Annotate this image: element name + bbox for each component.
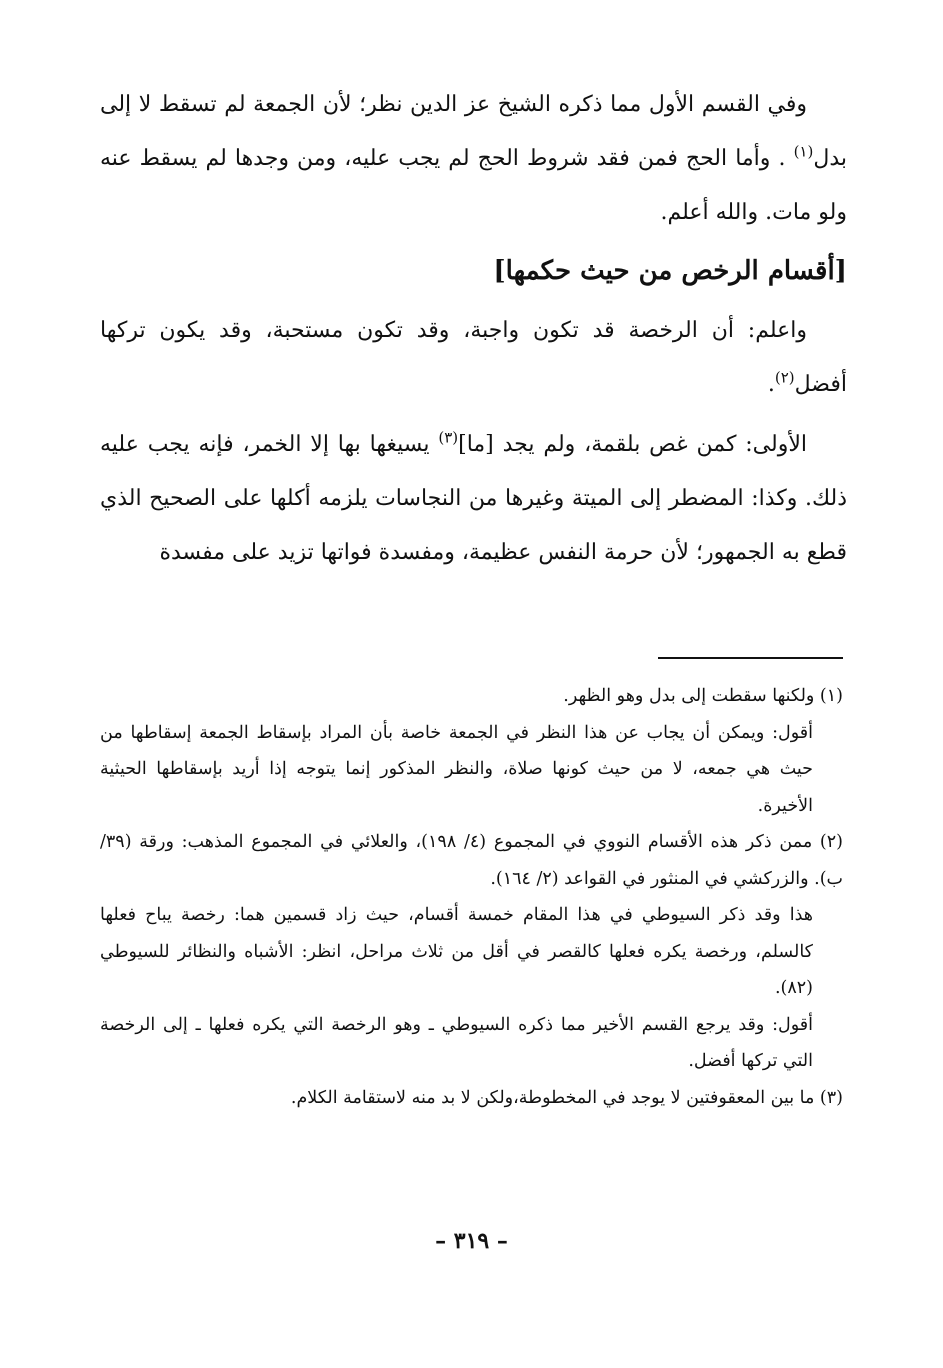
footnote-2: (٢) ممن ذكر هذه الأقسام النووي في المجموع (٤/ ١٩٨)، والعلائي في المجموع المذهب: ورقة (٣٩/ ب). والزركشي في المنثور في القواعد (٢/ ١٦٤).	[100, 832, 843, 889]
paragraph-3	[100, 418, 847, 580]
paragraph-3-text-b: يسيغها بها إلا الخمر، فإنه يجب عليه ذلك. وكذا: المضطر إلى الميتة وغيرها من النجاسات يلزمه أكلها على الصحيح الذي قطع به الجمهور؛ لأن حرمة النفس عظيمة، ومفسدة فواتها تزيد على مفسدة	[100, 432, 847, 565]
paragraph-2-text: واعلم: أن الرخصة قد تكون واجبة، وقد تكون مستحبة، وقد يكون تركها أفضل	[100, 318, 847, 397]
paragraph-2	[100, 304, 847, 412]
footnote-3: (٣) ما بين المعقوفتين لا يوجد في المخطوطة،ولكن لا بد منه لاستقامة الكلام.	[290, 1087, 843, 1108]
main-text	[100, 78, 847, 580]
footnote-ref-1: (١)	[793, 142, 814, 161]
section-heading: [أقسام الرخص من حيث حكمها]	[493, 256, 847, 286]
paragraph-2-end: .	[767, 372, 775, 397]
footnote-ref-3: (٣)	[438, 428, 459, 447]
paragraph-1-continuation: . وأما الحج فمن فقد شروط الحج لم يجب عليه، ومن وجدها لم يسقط عنه ولو مات. والله أعلم.	[100, 146, 847, 225]
paragraph-1	[100, 78, 847, 240]
footnote-separator	[658, 657, 843, 659]
footnote-1: (١) ولكنها سقطت إلى بدل وهو الظهر.	[563, 686, 843, 706]
paragraph-1-text: وفي القسم الأول مما ذكره الشيخ عز الدين نظر؛ لأن الجمعة لم تسقط لا إلى بدل	[100, 92, 847, 171]
footnote-ref-2: (٢)	[774, 368, 795, 387]
footnote-1-note: أقول: ويمكن أن يجاب عن هذا النظر في الجمعة خاصة بأن المراد بإسقاط الجمعة إسقاطها من حيث هي جمعه، لا من حيث كونها صلاة، والنظر المذكور إنما يتوجه إذا أريد بإسقاطها الحيثية الأخيرة.	[100, 722, 813, 816]
footnote-2-note-1: هذا وقد ذكر السيوطي في هذا المقام خمسة أقسام، حيث زاد قسمين هما: رخصة يباح فعلها كالسلم، ورخصة يكره فعلها كالقصر في أقل من ثلاث مراحل، انظر: الأشباه والنظائر للسيوطي (٨٢).	[100, 905, 813, 998]
page-number: – ٣١٩ –	[435, 1228, 508, 1254]
footnote-2-note-2: أقول: وقد يرجع القسم الأخير مما ذكره السيوطي ـ وهو الرخصة التي يكره فعلها ـ إلى الرخصة التي تركها أفضل.	[100, 1014, 813, 1071]
footnotes	[100, 678, 843, 1116]
paragraph-3-text-a: الأولى: كمن غص بلقمة، ولم يجد [ما]	[458, 432, 807, 457]
